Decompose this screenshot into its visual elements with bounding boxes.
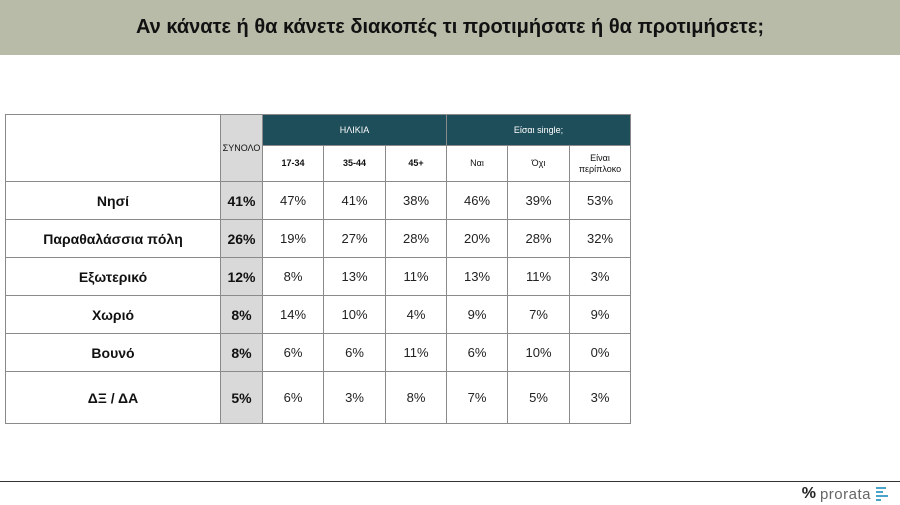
cell-value: 13% xyxy=(324,258,386,296)
column-header: Ναι xyxy=(447,146,508,182)
table-row xyxy=(6,258,631,296)
cell-value: 3% xyxy=(570,372,631,424)
table-row xyxy=(6,296,631,334)
cell-value: 11% xyxy=(508,258,570,296)
cell-value: 6% xyxy=(447,334,508,372)
total-value: 8% xyxy=(221,296,263,334)
cell-value: 32% xyxy=(570,220,631,258)
cell-value: 39% xyxy=(508,182,570,220)
cell-value: 6% xyxy=(263,372,324,424)
cell-value: 10% xyxy=(324,296,386,334)
table-row xyxy=(6,372,631,424)
column-header: 17-34 xyxy=(263,146,324,182)
page-title: Αν κάνατε ή θα κάνετε διακοπές τι προτιμήσατε ή θα προτιμήσετε; xyxy=(135,16,765,38)
cell-value: 47% xyxy=(263,182,324,220)
cell-value: 7% xyxy=(447,372,508,424)
cell-value: 5% xyxy=(508,372,570,424)
table-row xyxy=(6,182,631,220)
cell-value: 28% xyxy=(386,220,447,258)
cell-value: 28% xyxy=(508,220,570,258)
row-label: Χωριό xyxy=(6,296,221,334)
table-body xyxy=(6,182,631,424)
logo-bars-icon xyxy=(876,487,888,501)
table-corner xyxy=(6,115,221,182)
single-group-header: Είσαι single; xyxy=(447,115,631,146)
cell-value: 9% xyxy=(570,296,631,334)
age-group-header: ΗΛΙΚΙΑ xyxy=(263,115,447,146)
cell-value: 41% xyxy=(324,182,386,220)
cell-value: 11% xyxy=(386,334,447,372)
cell-value: 0% xyxy=(570,334,631,372)
table-row xyxy=(6,334,631,372)
cell-value: 6% xyxy=(263,334,324,372)
row-label: Παραθαλάσσια πόλη xyxy=(6,220,221,258)
cell-value: 9% xyxy=(447,296,508,334)
logo-text: prorata xyxy=(819,485,871,503)
cell-value: 38% xyxy=(386,182,447,220)
cell-value: 3% xyxy=(324,372,386,424)
total-value: 41% xyxy=(221,182,263,220)
cell-value: 6% xyxy=(324,334,386,372)
cell-value: 7% xyxy=(508,296,570,334)
cell-value: 8% xyxy=(386,372,447,424)
prorata-logo xyxy=(802,484,888,504)
row-label: Νησί xyxy=(6,182,221,220)
cell-value: 20% xyxy=(447,220,508,258)
percent-logo-icon: % xyxy=(801,485,816,502)
cell-value: 14% xyxy=(263,296,324,334)
total-value: 8% xyxy=(221,334,263,372)
cell-value: 10% xyxy=(508,334,570,372)
table-row xyxy=(6,220,631,258)
cell-value: 19% xyxy=(263,220,324,258)
cell-value: 4% xyxy=(386,296,447,334)
cell-value: 27% xyxy=(324,220,386,258)
total-value: 12% xyxy=(221,258,263,296)
results-table xyxy=(5,114,631,424)
column-header: 45+ xyxy=(386,146,447,182)
cell-value: 11% xyxy=(386,258,447,296)
title-bar xyxy=(0,0,900,55)
cell-value: 46% xyxy=(447,182,508,220)
row-label: ΔΞ / ΔΑ xyxy=(6,372,221,424)
row-label: Βουνό xyxy=(6,334,221,372)
total-header: ΣΥΝΟΛΟ xyxy=(221,115,263,182)
total-value: 5% xyxy=(221,372,263,424)
column-header: Όχι xyxy=(508,146,570,182)
cell-value: 53% xyxy=(570,182,631,220)
cell-value: 3% xyxy=(570,258,631,296)
row-label: Εξωτερικό xyxy=(6,258,221,296)
cell-value: 13% xyxy=(447,258,508,296)
column-header: 35-44 xyxy=(324,146,386,182)
cell-value: 8% xyxy=(263,258,324,296)
total-value: 26% xyxy=(221,220,263,258)
column-header: Είναι περίπλοκο xyxy=(570,146,631,182)
footer-divider xyxy=(0,481,900,482)
